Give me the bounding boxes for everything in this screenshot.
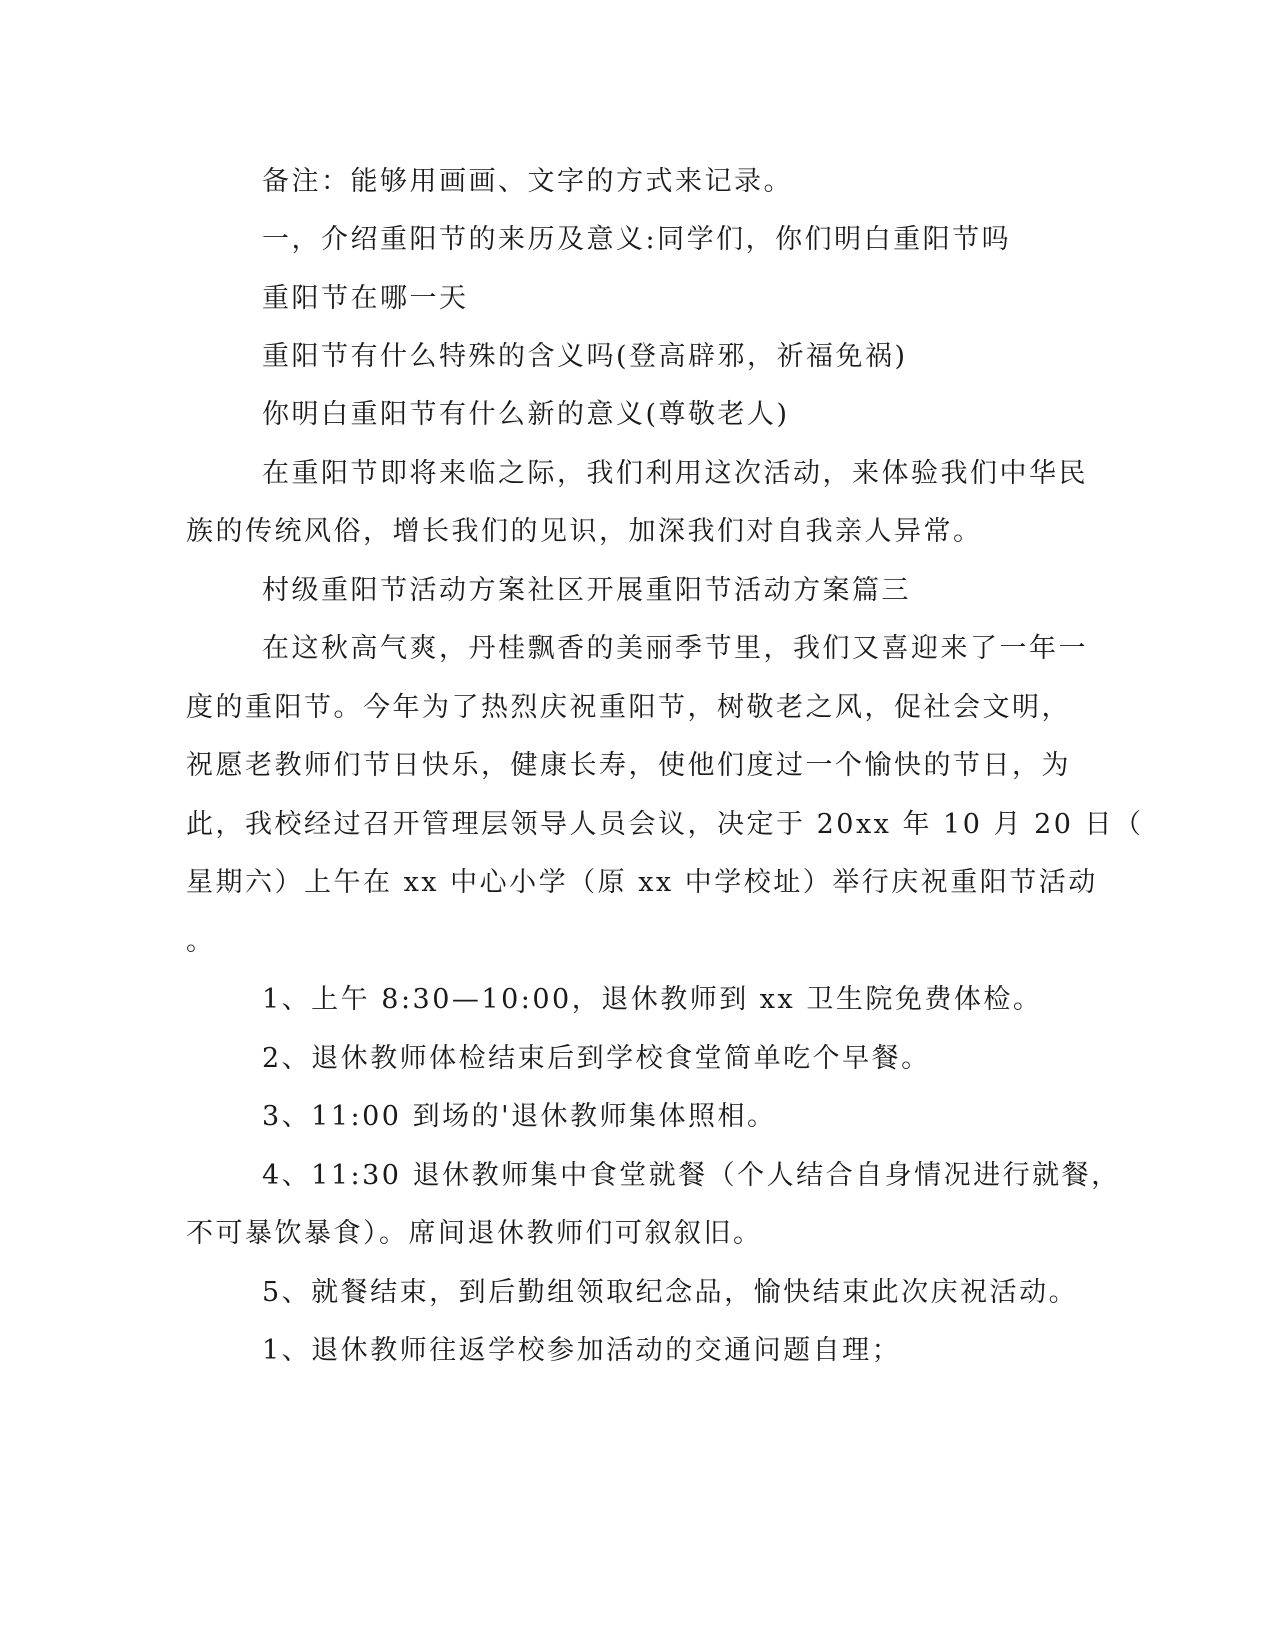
text-line-item-4a: 4、11:30 退休教师集中食堂就餐（个人结合自身情况进行就餐，: [262, 1160, 1121, 1191]
text-line-item-2: 2、退休教师体检结束后到学校食堂简单吃个早餐。: [262, 1043, 931, 1074]
text-line-paragraph-2c: 祝愿老教师们节日快乐，健康长寿，使他们度过一个愉快的节日，为: [186, 750, 1071, 781]
text-line-item-5: 5、就餐结束，到后勤组领取纪念品，愉快结束此次庆祝活动。: [262, 1277, 1079, 1308]
text-line-paragraph-2a: 在这秋高气爽，丹桂飘香的美丽季节里，我们又喜迎来了一年一: [262, 633, 1088, 664]
text-line-question-2: 重阳节有什么特殊的含义吗(登高辟邪，祈福免祸): [262, 341, 908, 372]
text-line-paragraph-2f: 。: [186, 926, 216, 957]
text-line-item-4b: 不可暴饮暴食）。席间退休教师们可叙叙旧。: [186, 1218, 763, 1249]
text-line-note: 备注：能够用画画、文字的方式来记录。: [262, 166, 793, 197]
text-line-note-item-1: 1、退休教师往返学校参加活动的交通问题自理；: [262, 1335, 902, 1366]
text-line-paragraph-2d: 此，我校经过召开管理层领导人员会议，决定于 20xx 年 10 月 20 日（: [186, 809, 1144, 840]
text-line-paragraph-2b: 度的重阳节。今年为了热烈庆祝重阳节，树敬老之风，促社会文明，: [186, 692, 1071, 723]
text-line-section-title: 村级重阳节活动方案社区开展重阳节活动方案篇三: [262, 575, 911, 606]
text-line-paragraph-1a: 在重阳节即将来临之际，我们利用这次活动，来体验我们中华民: [262, 458, 1088, 489]
text-line-item-1: 1、上午 8:30—10:00，退休教师到 xx 卫生院免费体检。: [262, 984, 1043, 1015]
text-line-question-1: 重阳节在哪一天: [262, 283, 469, 314]
text-line-paragraph-2e: 星期六）上午在 xx 中心小学（原 xx 中学校址）举行庆祝重阳节活动: [186, 867, 1098, 898]
text-line-item-3: 3、11:00 到场的'退休教师集体照相。: [262, 1101, 777, 1132]
text-line-question-3: 你明白重阳节有什么新的意义(尊敬老人): [262, 399, 790, 430]
text-line-paragraph-1b: 族的传统风俗，增长我们的见识，加深我们对自我亲人异常。: [186, 516, 983, 547]
text-line-intro-heading: 一，介绍重阳节的来历及意义:同学们，你们明白重阳节吗: [262, 224, 1012, 255]
